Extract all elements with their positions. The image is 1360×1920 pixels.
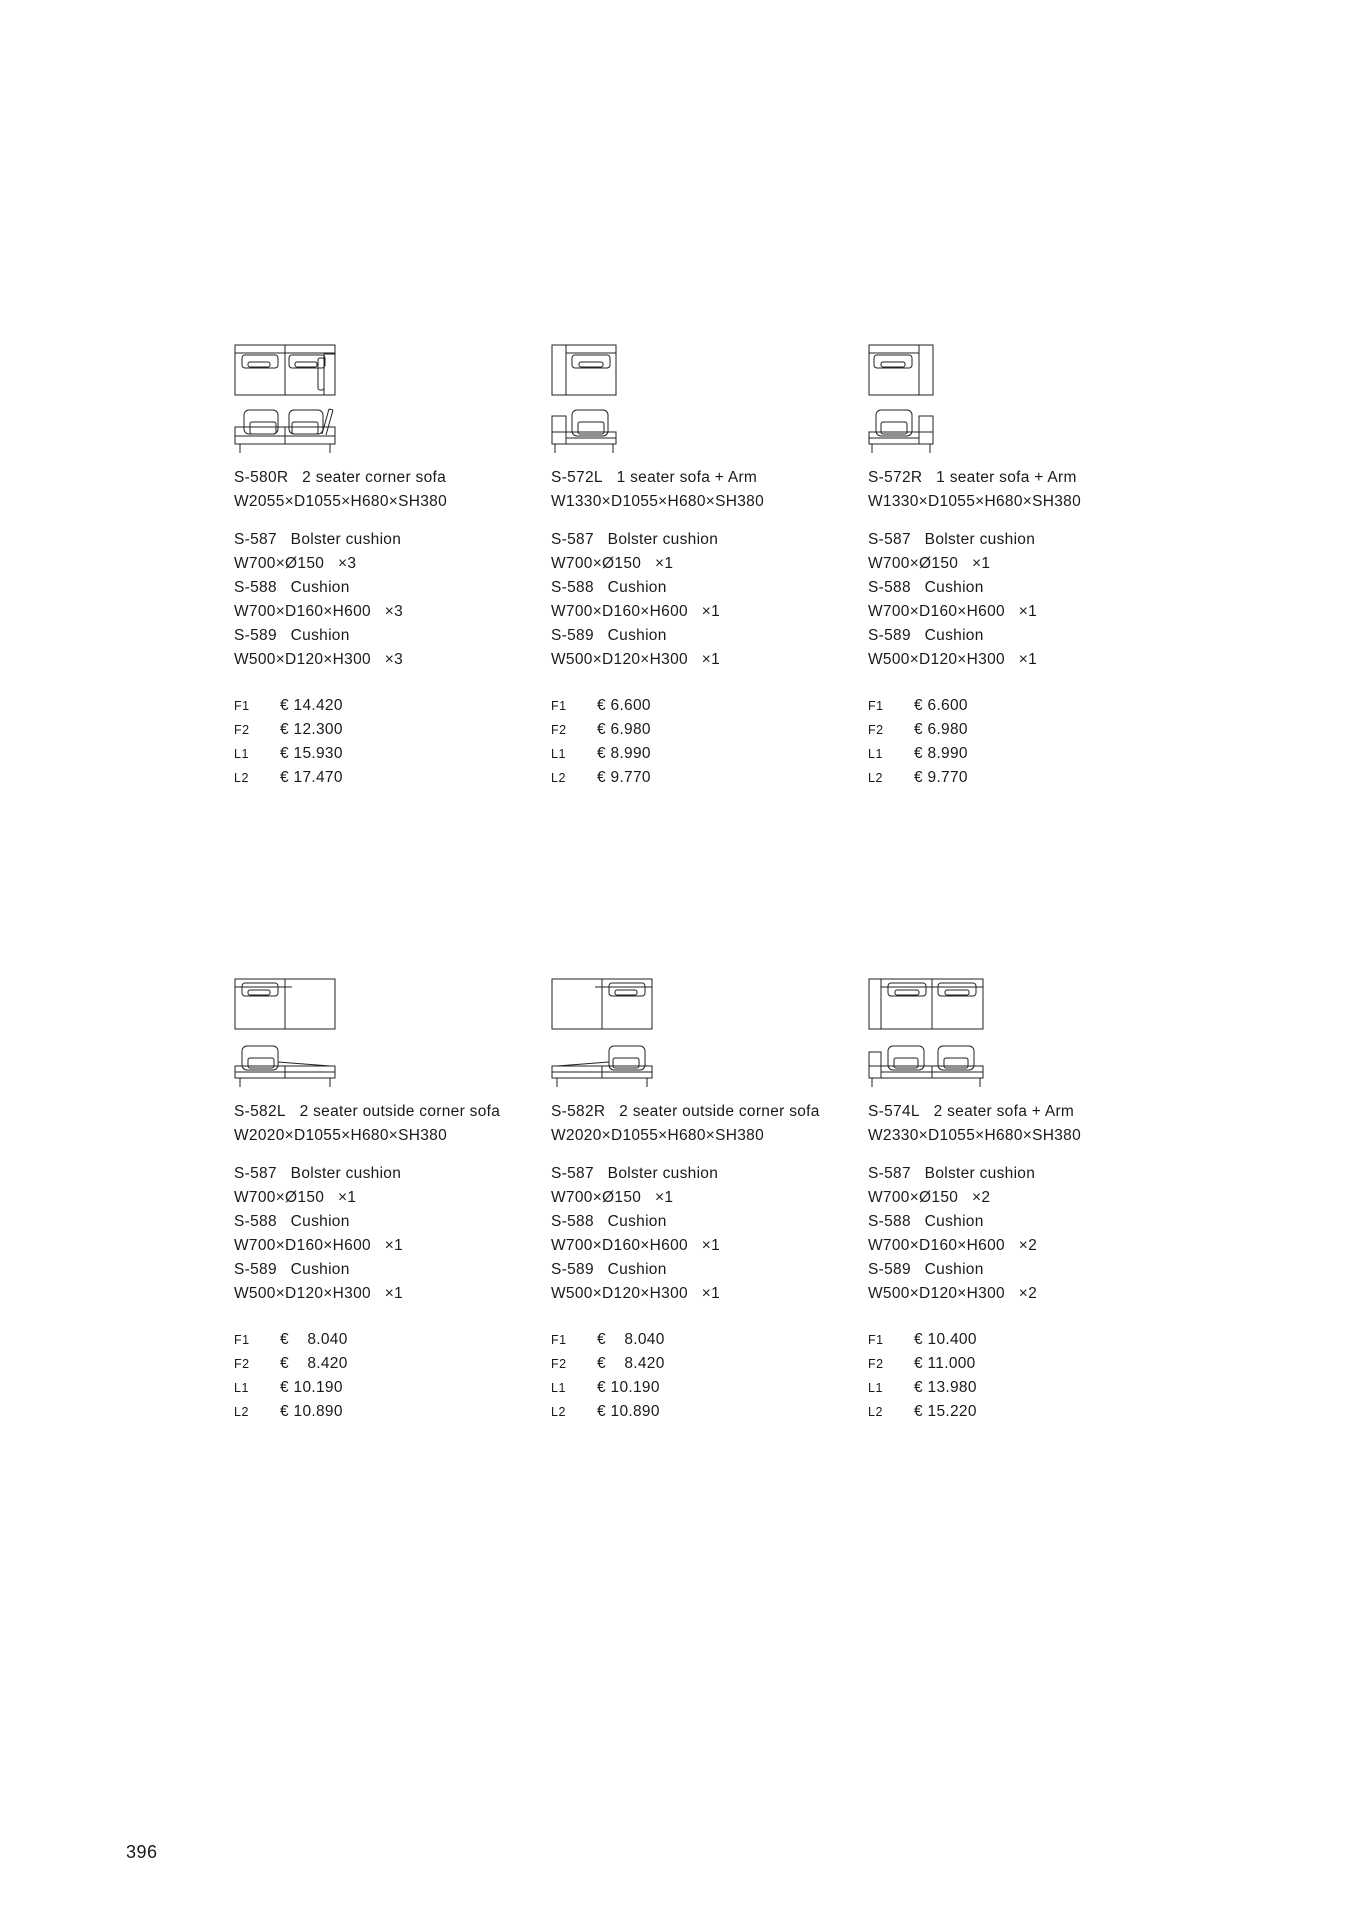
accessory-name: S-587 Bolster cushion xyxy=(868,1165,1036,1182)
accessory-name: S-588 Cushion xyxy=(868,1213,984,1230)
price-grade: L2 xyxy=(868,771,883,785)
page-number: 396 xyxy=(126,1842,158,1862)
product-block xyxy=(234,978,524,1424)
accessory-name: S-587 Bolster cushion xyxy=(551,1165,719,1182)
accessory-size: W700×Ø150 ×1 xyxy=(551,555,674,572)
price-row xyxy=(868,1376,1158,1400)
price-value: € 10.890 xyxy=(597,1403,660,1420)
price-grade: F2 xyxy=(234,723,250,737)
accessory-size: W700×D160×H600 ×2 xyxy=(868,1237,1037,1254)
price-value: € 8.040 xyxy=(597,1331,665,1348)
price-grade: L2 xyxy=(551,771,566,785)
product-title: S-572L 1 seater sofa + Arm xyxy=(551,469,758,486)
price-row xyxy=(234,766,524,790)
price-value: € 6.600 xyxy=(597,697,651,714)
accessory-name: S-588 Cushion xyxy=(234,1213,350,1230)
price-row xyxy=(551,694,841,718)
price-value: € 8.040 xyxy=(280,1331,348,1348)
price-grade: F1 xyxy=(234,699,250,713)
price-grade: F2 xyxy=(551,723,567,737)
accessory-size: W700×Ø150 ×2 xyxy=(868,1189,991,1206)
price-value: € 14.420 xyxy=(280,697,343,714)
accessory-size: W500×D120×H300 ×1 xyxy=(551,1285,720,1302)
price-value: € 10.890 xyxy=(280,1403,343,1420)
product-title: S-582L 2 seater outside corner sofa xyxy=(234,1103,501,1120)
price-grade: F1 xyxy=(234,1333,250,1347)
accessory-size: W500×D120×H300 ×2 xyxy=(868,1285,1037,1302)
sofa-drawing xyxy=(234,978,344,1090)
price-row xyxy=(868,1328,1158,1352)
accessory-size: W500×D120×H300 ×1 xyxy=(234,1285,403,1302)
accessory-size: W700×Ø150 ×1 xyxy=(868,555,991,572)
accessory-name: S-589 Cushion xyxy=(551,1261,667,1278)
price-row xyxy=(234,694,524,718)
price-value: € 10.190 xyxy=(597,1379,660,1396)
accessory-size: W500×D120×H300 ×1 xyxy=(551,651,720,668)
price-row xyxy=(868,742,1158,766)
price-grade: F1 xyxy=(868,699,884,713)
accessory-name: S-589 Cushion xyxy=(234,627,350,644)
accessory-size: W700×D160×H600 ×1 xyxy=(551,603,720,620)
accessory-size: W700×Ø150 ×1 xyxy=(234,1189,357,1206)
accessory-name: S-587 Bolster cushion xyxy=(868,531,1036,548)
price-grade: L1 xyxy=(234,747,249,761)
product-dimensions: W2020×D1055×H680×SH380 xyxy=(551,1127,764,1144)
price-grade: F2 xyxy=(551,1357,567,1371)
accessory-size: W500×D120×H300 ×3 xyxy=(234,651,403,668)
product-block xyxy=(551,344,841,790)
price-grade: F1 xyxy=(551,699,567,713)
accessory-name: S-589 Cushion xyxy=(551,627,667,644)
product-dimensions: W2020×D1055×H680×SH380 xyxy=(234,1127,447,1144)
price-grade: L1 xyxy=(868,747,883,761)
product-block xyxy=(234,344,524,790)
accessory-name: S-587 Bolster cushion xyxy=(234,1165,402,1182)
accessory-name: S-588 Cushion xyxy=(551,579,667,596)
price-value: € 9.770 xyxy=(597,769,651,786)
price-row xyxy=(234,1352,524,1376)
price-value: € 15.220 xyxy=(914,1403,977,1420)
price-grade: L1 xyxy=(551,1381,566,1395)
price-grade: L1 xyxy=(868,1381,883,1395)
price-value: € 13.980 xyxy=(914,1379,977,1396)
product-title: S-582R 2 seater outside corner sofa xyxy=(551,1103,820,1120)
price-row xyxy=(234,1376,524,1400)
price-grade: F2 xyxy=(234,1357,250,1371)
sofa-drawing xyxy=(868,978,978,1090)
accessory-name: S-587 Bolster cushion xyxy=(551,531,719,548)
price-value: € 6.980 xyxy=(914,721,968,738)
product-dimensions: W1330×D1055×H680×SH380 xyxy=(551,493,764,510)
price-value: € 10.190 xyxy=(280,1379,343,1396)
product-block xyxy=(868,344,1158,790)
price-value: € 11.000 xyxy=(914,1355,976,1372)
price-row xyxy=(551,766,841,790)
price-row xyxy=(551,1328,841,1352)
price-value: € 8.990 xyxy=(914,745,968,762)
price-grade: L2 xyxy=(868,1405,883,1419)
price-row xyxy=(551,1352,841,1376)
price-value: € 6.600 xyxy=(914,697,968,714)
accessory-size: W700×D160×H600 ×1 xyxy=(551,1237,720,1254)
product-dimensions: W2330×D1055×H680×SH380 xyxy=(868,1127,1081,1144)
accessory-name: S-587 Bolster cushion xyxy=(234,531,402,548)
price-row xyxy=(551,1400,841,1424)
price-row xyxy=(234,742,524,766)
accessory-size: W700×D160×H600 ×1 xyxy=(868,603,1037,620)
product-title: S-580R 2 seater corner sofa xyxy=(234,469,447,486)
price-grade: L2 xyxy=(234,771,249,785)
price-value: € 8.420 xyxy=(597,1355,665,1372)
price-grade: F2 xyxy=(868,723,884,737)
price-row xyxy=(868,694,1158,718)
price-value: € 8.990 xyxy=(597,745,651,762)
price-row xyxy=(551,718,841,742)
accessory-name: S-588 Cushion xyxy=(551,1213,667,1230)
price-row xyxy=(234,1328,524,1352)
price-value: € 17.470 xyxy=(280,769,343,786)
accessory-name: S-589 Cushion xyxy=(868,1261,984,1278)
price-value: € 8.420 xyxy=(280,1355,348,1372)
accessory-size: W500×D120×H300 ×1 xyxy=(868,651,1037,668)
product-block xyxy=(868,978,1158,1424)
product-block xyxy=(551,978,841,1424)
sofa-drawing xyxy=(551,344,661,456)
sofa-drawing xyxy=(551,978,661,1090)
sofa-drawing xyxy=(234,344,344,456)
accessory-size: W700×D160×H600 ×1 xyxy=(234,1237,403,1254)
accessory-size: W700×D160×H600 ×3 xyxy=(234,603,403,620)
price-row xyxy=(868,1352,1158,1376)
price-grade: F1 xyxy=(868,1333,884,1347)
price-value: € 15.930 xyxy=(280,745,343,762)
price-value: € 9.770 xyxy=(914,769,968,786)
product-title: S-572R 1 seater sofa + Arm xyxy=(868,469,1077,486)
accessory-size: W700×Ø150 ×1 xyxy=(551,1189,674,1206)
sofa-drawing xyxy=(868,344,978,456)
product-dimensions: W2055×D1055×H680×SH380 xyxy=(234,493,447,510)
accessory-name: S-589 Cushion xyxy=(868,627,984,644)
price-row xyxy=(868,1400,1158,1424)
price-row xyxy=(868,718,1158,742)
price-value: € 10.400 xyxy=(914,1331,977,1348)
price-row xyxy=(234,1400,524,1424)
price-row xyxy=(234,718,524,742)
accessory-name: S-588 Cushion xyxy=(234,579,350,596)
price-grade: F1 xyxy=(551,1333,567,1347)
price-value: € 12.300 xyxy=(280,721,343,738)
price-row xyxy=(551,742,841,766)
price-value: € 6.980 xyxy=(597,721,651,738)
price-grade: L1 xyxy=(234,1381,249,1395)
product-dimensions: W1330×D1055×H680×SH380 xyxy=(868,493,1081,510)
price-grade: L2 xyxy=(234,1405,249,1419)
price-grade: L1 xyxy=(551,747,566,761)
price-grade: F2 xyxy=(868,1357,884,1371)
product-title: S-574L 2 seater sofa + Arm xyxy=(868,1103,1075,1120)
accessory-name: S-588 Cushion xyxy=(868,579,984,596)
accessory-name: S-589 Cushion xyxy=(234,1261,350,1278)
accessory-size: W700×Ø150 ×3 xyxy=(234,555,357,572)
price-row xyxy=(868,766,1158,790)
price-row xyxy=(551,1376,841,1400)
price-grade: L2 xyxy=(551,1405,566,1419)
